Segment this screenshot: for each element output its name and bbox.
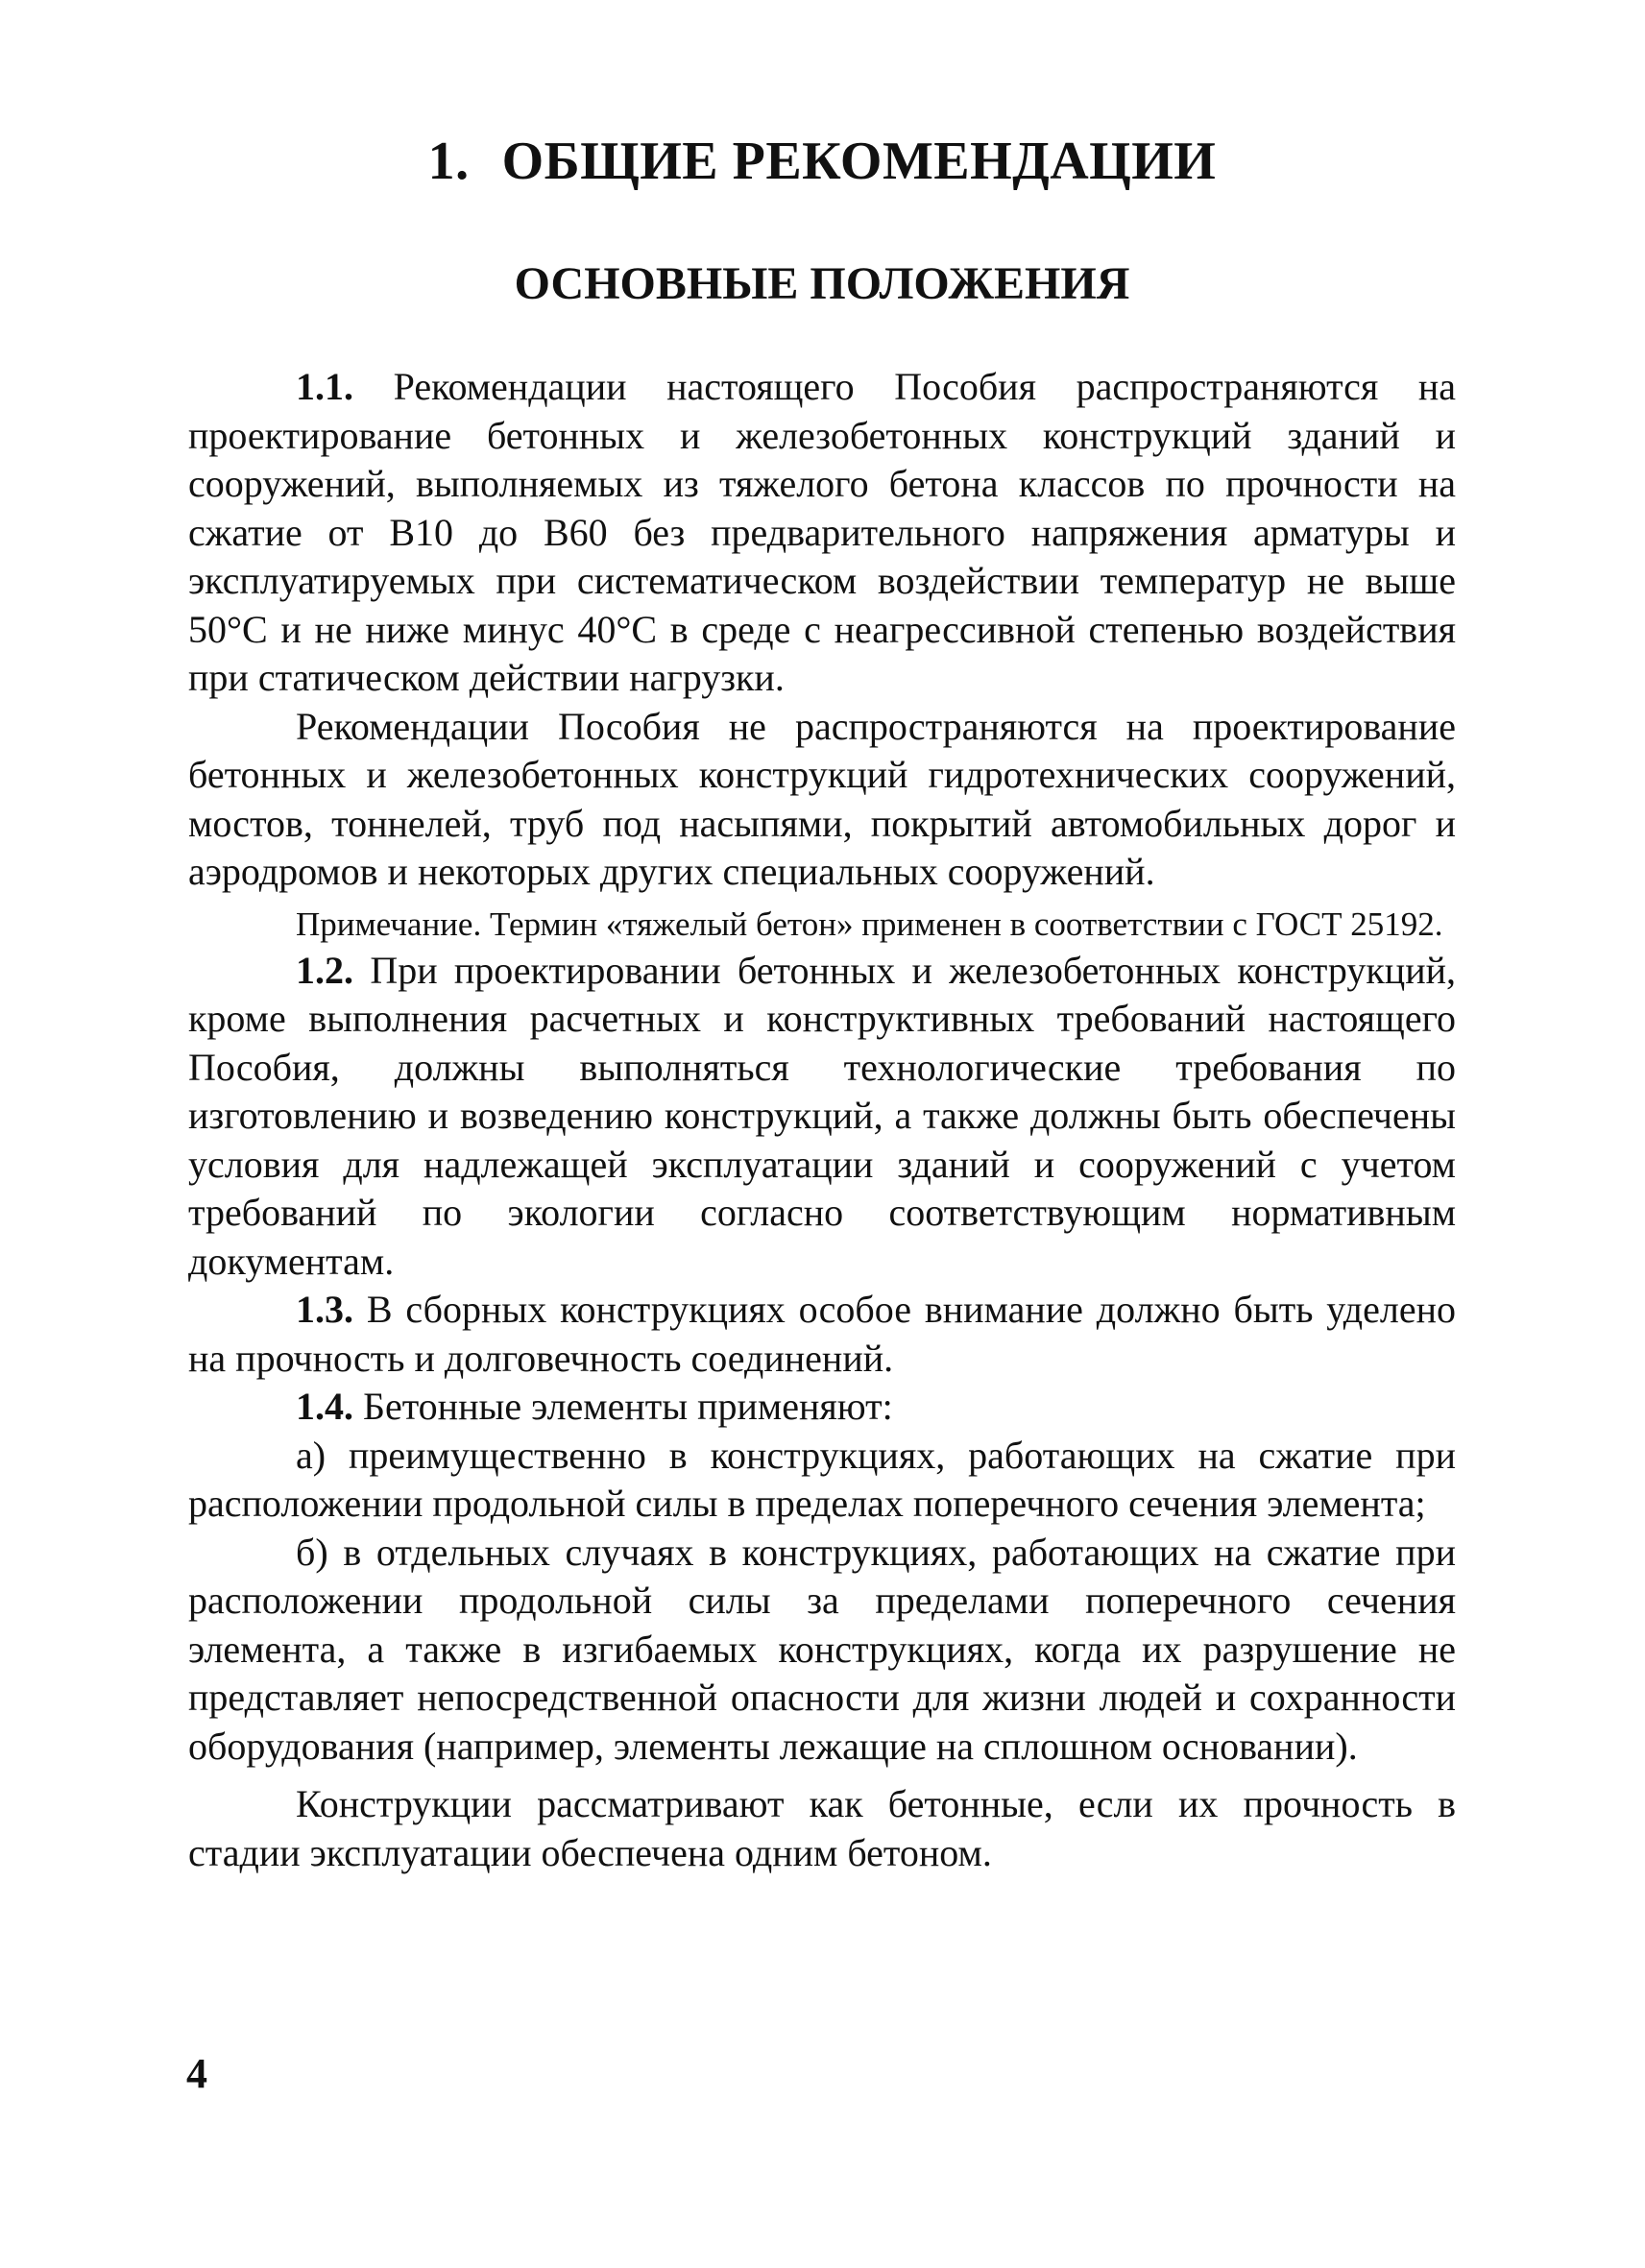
paragraph-text: Рекомендации настоящего Пособия распространяются на проектирование бетонных и железобетонных конструкций зданий и сооружений, выполняемых из тяжелого бетона классов по прочности на сжатие от В10 до В60 без предварительного напряжения арматуры и эксплуатируемых при систематическом воздействии температур не выше 50°С и не ниже минус 40°С в среде с неагрессивной степенью воздействия при статическом действии нагрузки.: [188, 365, 1457, 699]
chapter-number: 1.: [427, 132, 470, 191]
paragraph-1-1: [188, 363, 1456, 703]
paragraph-final: [188, 1780, 1456, 1877]
paragraph-1-4: [188, 1383, 1456, 1432]
chapter-title: ОБЩИЕ РЕКОМЕНДАЦИИ: [501, 132, 1217, 191]
list-item-text: б) в отдельных случаях в конструкциях, работающих на сжатие при расположении продольной силы за пределами поперечного сечения элемента, а также в изгибаемых конструкциях, когда их разрушение не представляет непосредственной опасности для жизни людей и сохранности оборудования (например, элементы лежащие на сплошном основании).: [188, 1530, 1456, 1768]
list-item-a: [188, 1432, 1456, 1529]
list-item-b: [188, 1529, 1456, 1772]
paragraph-number: 1.2.: [296, 948, 353, 992]
paragraph-number: 1.3.: [296, 1288, 353, 1331]
body-text: [188, 363, 1456, 1877]
paragraph-number: 1.4.: [296, 1385, 353, 1428]
paragraph-number: 1.1.: [296, 365, 353, 408]
section-heading: ОСНОВНЫЕ ПОЛОЖЕНИЯ: [514, 258, 1130, 309]
document-page: [188, 115, 1456, 1877]
paragraph-1-2: [188, 947, 1456, 1287]
paragraph-text: При проектировании бетонных и железобетонных конструкций, кроме выполнения расчетных и конструктивных требований настоящего Пособия, должны выполняться технологические требования по изготовлению и возведению конструкций, а также должны быть обеспечены условия для надлежащей эксплуатации зданий и сооружений с учетом требований по экологии согласно соответствующим нормативным документам.: [188, 948, 1457, 1283]
note: [188, 903, 1456, 947]
list-item-text: а) преимущественно в конструкциях, работающих на сжатие при расположении продольной силы в пределах поперечного сечения элемента;: [188, 1433, 1456, 1525]
paragraph-text: Бетонные элементы применяют:: [363, 1385, 893, 1428]
paragraph-text: В сборных конструкциях особое внимание должно быть уделено на прочность и долговечность соединений.: [188, 1288, 1457, 1380]
paragraph-text: Рекомендации Пособия не распространяются на проектирование бетонных и железобетонных конструкций гидротехнических сооружений, мостов, тоннелей, труб под насыпями, покрытий автомобильных дорог и аэродромов и некоторых других специальных сооружений.: [188, 704, 1456, 893]
paragraph-1-3: [188, 1286, 1456, 1383]
chapter-heading: [188, 132, 1456, 191]
paragraph-1-1-continued: [188, 703, 1456, 897]
note-text: Примечание. Термин «тяжелый бетон» применен в соответствии с ГОСТ 25192.: [296, 905, 1443, 943]
page-number: 4: [186, 2050, 207, 2097]
paragraph-text: Конструкции рассматривают как бетонные, если их прочность в стадии эксплуатации обеспечена одним бетоном.: [188, 1782, 1456, 1874]
